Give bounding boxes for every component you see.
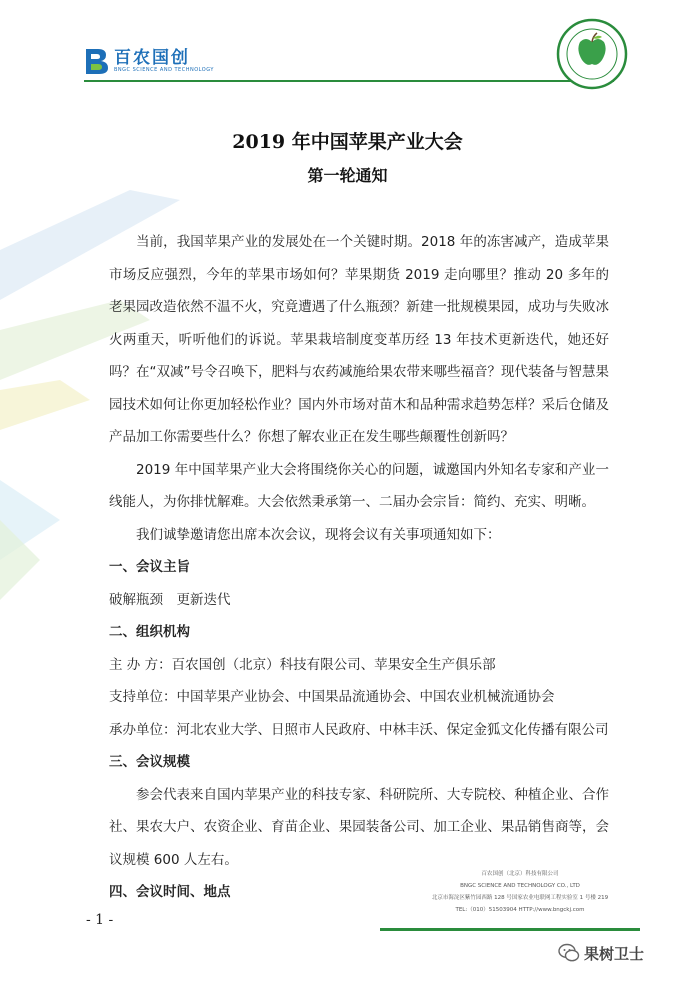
wechat-watermark	[558, 942, 644, 964]
apple-club-seal-icon	[556, 18, 628, 90]
wechat-account-name: 果树卫士	[584, 944, 645, 963]
logo-english-name: BNGC SCIENCE AND TECHNOLOGY	[114, 66, 214, 73]
section-2-heading: 二、组织机构	[109, 624, 190, 640]
page-number: - 1 -	[86, 912, 114, 928]
document-body	[109, 226, 609, 909]
undertaker-line: 承办单位：河北农业大学、日照市人民政府、中林丰沃、保定金狐文化传播有限公司	[109, 721, 609, 738]
header-divider	[84, 80, 614, 82]
footer-contact: TEL:（010）51503904 HTTP://www.bngckj.com	[455, 907, 585, 913]
footer-company-en: BNGC SCIENCE AND TECHNOLOGY CO., LTD	[460, 883, 580, 889]
document-title: 2019 年中国苹果产业大会	[232, 131, 463, 153]
intro-paragraph: 当前，我国苹果产业的发展处在一个关键时期。2018 年的冻害减产，造成苹果市场反应强烈，今年的苹果市场如何？苹果期货 2019 走向哪里？推动 20 多年的老果园改造依然不温不火，究竟遭遇了什么瓶颈？新建一批规模果园，成功与失败冰火两重天，听听他们的诉说。苹果栽培制度变革历经 13 年技术更新迭代，她还好吗？在“双减”号令召唤下，肥料与农药减施给果农带来哪些福音？现代装备与智慧果园技术如何让你更加轻松作业？国内外市场对苗木和品种需求趋势怎样？采后仓储及产品加工你需要些什么？你想了解农业正在发生哪些颠覆性创新吗？	[109, 234, 609, 445]
section-1-heading: 一、会议主旨	[109, 559, 190, 575]
logo-chinese-name: 百农国创	[114, 47, 190, 68]
bngc-logo-icon	[84, 47, 110, 75]
footer-address: 北京市海淀区紫竹园西路 128 号国家农业电联网工程实验室 1 号楼 219	[431, 895, 609, 901]
invitation-paragraph: 我们诚挚邀请您出席本次会议，现将会议有关事项通知如下：	[136, 526, 501, 543]
document-subtitle: 第一轮通知	[307, 166, 388, 185]
purpose-paragraph: 2019 年中国苹果产业大会将围绕你关心的问题，诚邀国内外知名专家和产业一线能人，为你排忧解难。大会依然秉承第一、二届办会宗旨：简约、充实、明晰。	[109, 461, 609, 510]
supporter-line: 支持单位：中国苹果产业协会、中国果品流通协会、中国农业机械流通协会	[109, 689, 555, 705]
section-3-heading: 三、会议规模	[109, 754, 190, 770]
wechat-icon	[558, 942, 580, 964]
footer-divider	[380, 928, 640, 931]
footer-company-cn: 百农国创（北京）科技有限公司	[481, 871, 559, 877]
section-4-heading: 四、会议时间、地点	[109, 884, 231, 900]
footer-company-info	[410, 868, 630, 916]
section-1-content: 破解瓶颈 更新迭代	[109, 591, 231, 608]
company-logo	[84, 46, 214, 76]
organizer-line: 主 办 方：百农国创（北京）科技有限公司、苹果安全生产俱乐部	[109, 656, 496, 673]
section-3-content: 参会代表来自国内苹果产业的科技专家、科研院所、大专院校、种植企业、合作社、果农大户、农资企业、育苗企业、果园装备公司、加工企业、果品销售商等，会议规模 600 人左右。	[109, 786, 609, 868]
